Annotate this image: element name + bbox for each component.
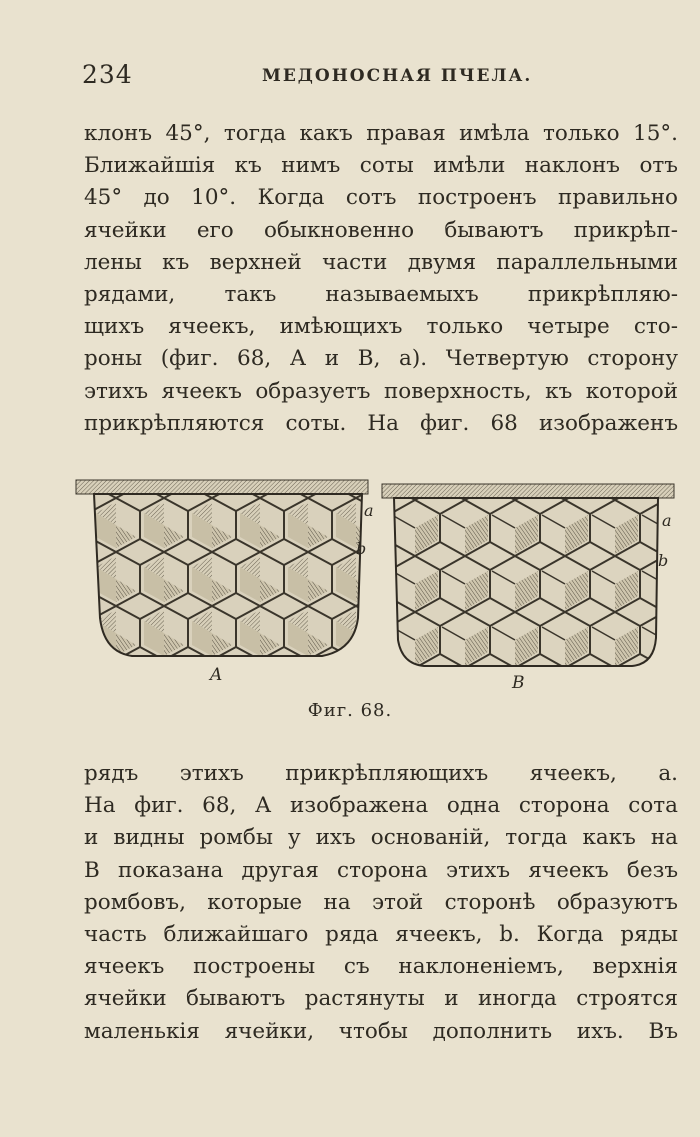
text-line: В показана другая сторона этихъ ячеекъ безъ (84, 857, 678, 883)
text-line: На фиг. 68, А изображена одна сторона сота (84, 793, 678, 819)
text-line: маленькія ячейки, чтобы дополнить ихъ. Въ (84, 1018, 678, 1044)
label-panel-a: A (210, 665, 223, 685)
honeycomb-panel-b (394, 498, 658, 666)
label-panel-b: B (512, 673, 525, 693)
text-line: и видны ромбы у ихъ основаній, тогда какъ на (84, 825, 678, 851)
text-line: ромбовъ, которые на этой сторонѣ образуютъ (84, 889, 678, 915)
top-bar-left (76, 480, 368, 494)
body-text-bottom (84, 758, 678, 1048)
text-line: этихъ ячеекъ образуетъ поверхность, къ которой (84, 378, 678, 404)
honeycomb-panel-a (94, 494, 362, 656)
text-line: Ближайшія къ нимъ соты имѣли наклонъ отъ (84, 153, 678, 179)
label-left-b: b (356, 539, 367, 558)
text-line: клонъ 45°, тогда какъ правая имѣла только 15°. (84, 121, 678, 146)
page-header (82, 60, 682, 94)
label-left-a: a (364, 501, 374, 520)
page-number: 234 (82, 60, 133, 89)
running-title: МЕДОНОСНАЯ ПЧЕЛА. (262, 66, 533, 86)
text-line: лены къ верхней части двумя параллельными (84, 249, 678, 275)
text-line: прикрѣпляются соты. На фиг. 68 изображенъ (84, 410, 678, 436)
text-line: рядъ этихъ прикрѣпляющихъ ячеекъ, a. (84, 761, 678, 786)
text-line: 45° до 10°. Когда сотъ построенъ правильно (84, 185, 678, 211)
text-line: ячеекъ построены съ наклоненіемъ, верхнія (84, 954, 678, 980)
text-line: часть ближайшаго ряда ячеекъ, b. Когда ряды (84, 921, 678, 947)
top-bar-right (382, 484, 674, 498)
text-line: ячейки его обыкновенно бываютъ прикрѣп- (84, 217, 678, 243)
body-text-top (84, 118, 678, 440)
text-line: роны (фиг. 68, А и В, a). Четвертую сторону (84, 346, 678, 372)
text-line: щихъ ячеекъ, имѣющихъ только четыре сто- (84, 314, 678, 340)
label-right-b: b (658, 551, 669, 570)
label-right-a: a (662, 511, 672, 530)
text-line: рядами, такъ называемыхъ прикрѣпляю- (84, 281, 678, 307)
text-line: ячейки бываютъ растянуты и иногда строятся (84, 986, 678, 1012)
figure-caption: Фиг. 68. (307, 700, 393, 721)
honeycomb-figure (72, 468, 680, 700)
